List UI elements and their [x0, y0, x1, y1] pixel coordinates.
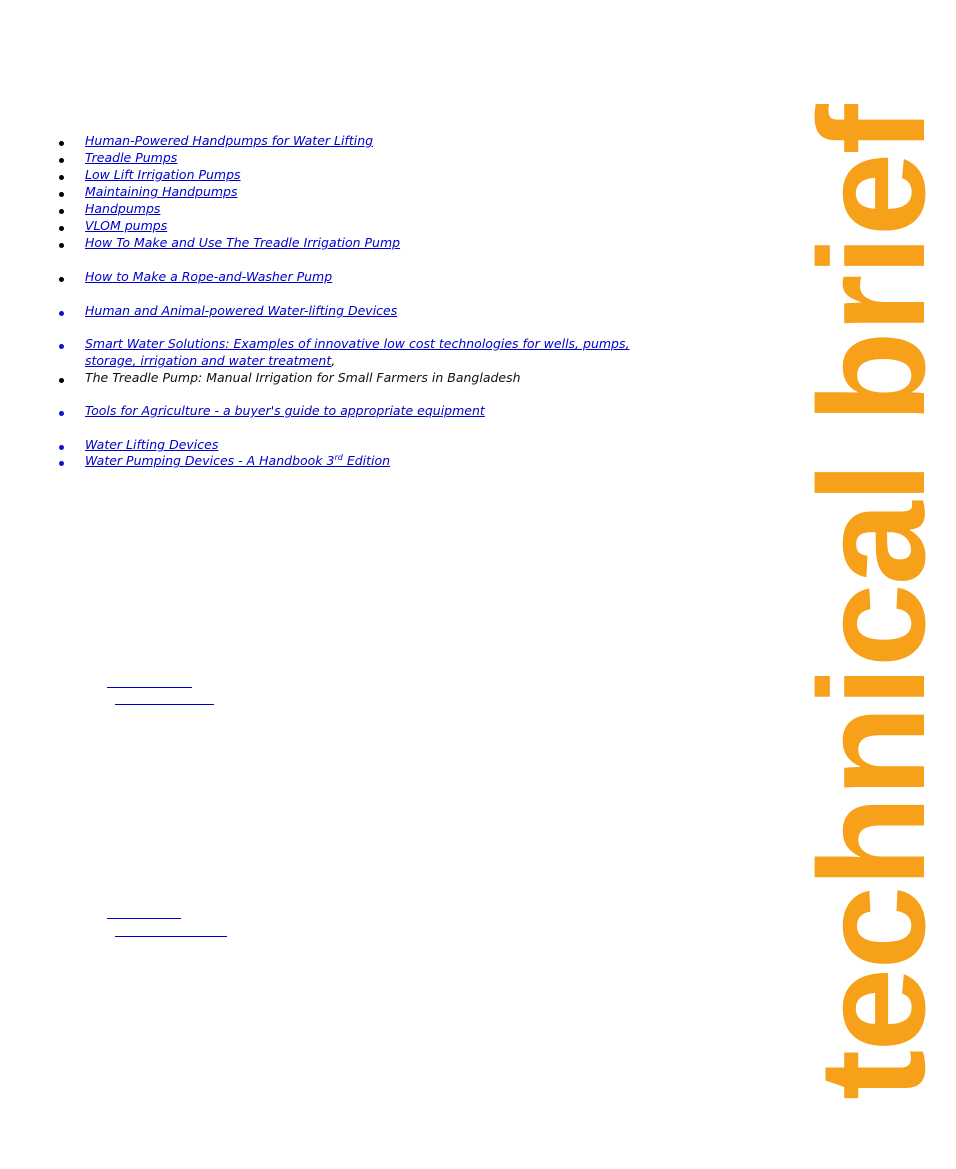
reference-link[interactable]: VLOM pumps	[85, 218, 168, 233]
reference-link[interactable]: Tools for Agriculture - a buyer's guide to appropriate equipment	[85, 403, 485, 418]
reference-link[interactable]: How to Make a Rope-and-Washer Pump	[85, 269, 333, 284]
list-item	[85, 452, 390, 469]
bullet-icon	[59, 192, 64, 197]
list-item	[85, 335, 629, 369]
empty-link-underline[interactable]	[115, 936, 227, 937]
reference-link[interactable]: How To Make and Use The Treadle Irrigation Pump	[85, 235, 401, 250]
bullet-icon	[59, 175, 64, 180]
bullet-icon	[59, 461, 64, 466]
list-item	[85, 166, 241, 183]
reference-link[interactable]: Smart Water Solutions: Examples of innovative low cost technologies for wells, pumps,	[85, 336, 630, 351]
bullet-icon	[59, 311, 64, 316]
bullet-icon	[59, 411, 64, 416]
bullet-icon	[59, 445, 64, 450]
bullet-icon	[59, 141, 64, 146]
reference-link[interactable]: Human and Animal-powered Water-lifting Devices	[85, 303, 398, 318]
technical-brief-banner: technical brief	[787, 106, 956, 1100]
list-item	[85, 436, 218, 453]
reference-link-text: Water Pumping Devices - A Handbook 3	[85, 453, 335, 468]
empty-link-underline[interactable]	[115, 704, 214, 705]
list-item	[85, 302, 397, 319]
reference-link[interactable]: Maintaining Handpumps	[85, 184, 238, 199]
list-item	[85, 217, 167, 234]
bullet-icon	[59, 226, 64, 231]
empty-link-underline[interactable]	[107, 687, 192, 688]
trailing-comma: ,	[331, 353, 336, 368]
reference-link[interactable]: Low Lift Irrigation Pumps	[85, 167, 241, 182]
bullet-icon	[59, 344, 64, 349]
reference-link[interactable]: Handpumps	[85, 201, 161, 216]
reference-link[interactable]	[85, 453, 390, 468]
bullet-icon	[59, 277, 64, 282]
list-item	[85, 200, 160, 217]
empty-link-underline[interactable]	[107, 918, 181, 919]
list-item	[85, 132, 373, 149]
reference-text: The Treadle Pump: Manual Irrigation for Small Farmers in Bangladesh	[85, 370, 521, 385]
reference-link-text-end: Edition	[342, 453, 391, 468]
bullet-icon	[59, 243, 64, 248]
reference-link[interactable]: Water Lifting Devices	[85, 437, 219, 452]
reference-link[interactable]: Treadle Pumps	[85, 150, 178, 165]
reference-link-continued[interactable]: storage, irrigation and water treatment	[85, 353, 332, 368]
list-item	[85, 268, 332, 285]
list-item	[85, 149, 177, 166]
list-item	[85, 369, 521, 386]
bullet-icon	[59, 378, 64, 383]
bullet-icon	[59, 158, 64, 163]
bullet-icon	[59, 209, 64, 214]
superscript: rd	[334, 452, 343, 462]
list-item	[85, 183, 238, 200]
list-item	[85, 402, 485, 419]
reference-link[interactable]: Human-Powered Handpumps for Water Lifting	[85, 133, 374, 148]
list-item	[85, 234, 400, 251]
